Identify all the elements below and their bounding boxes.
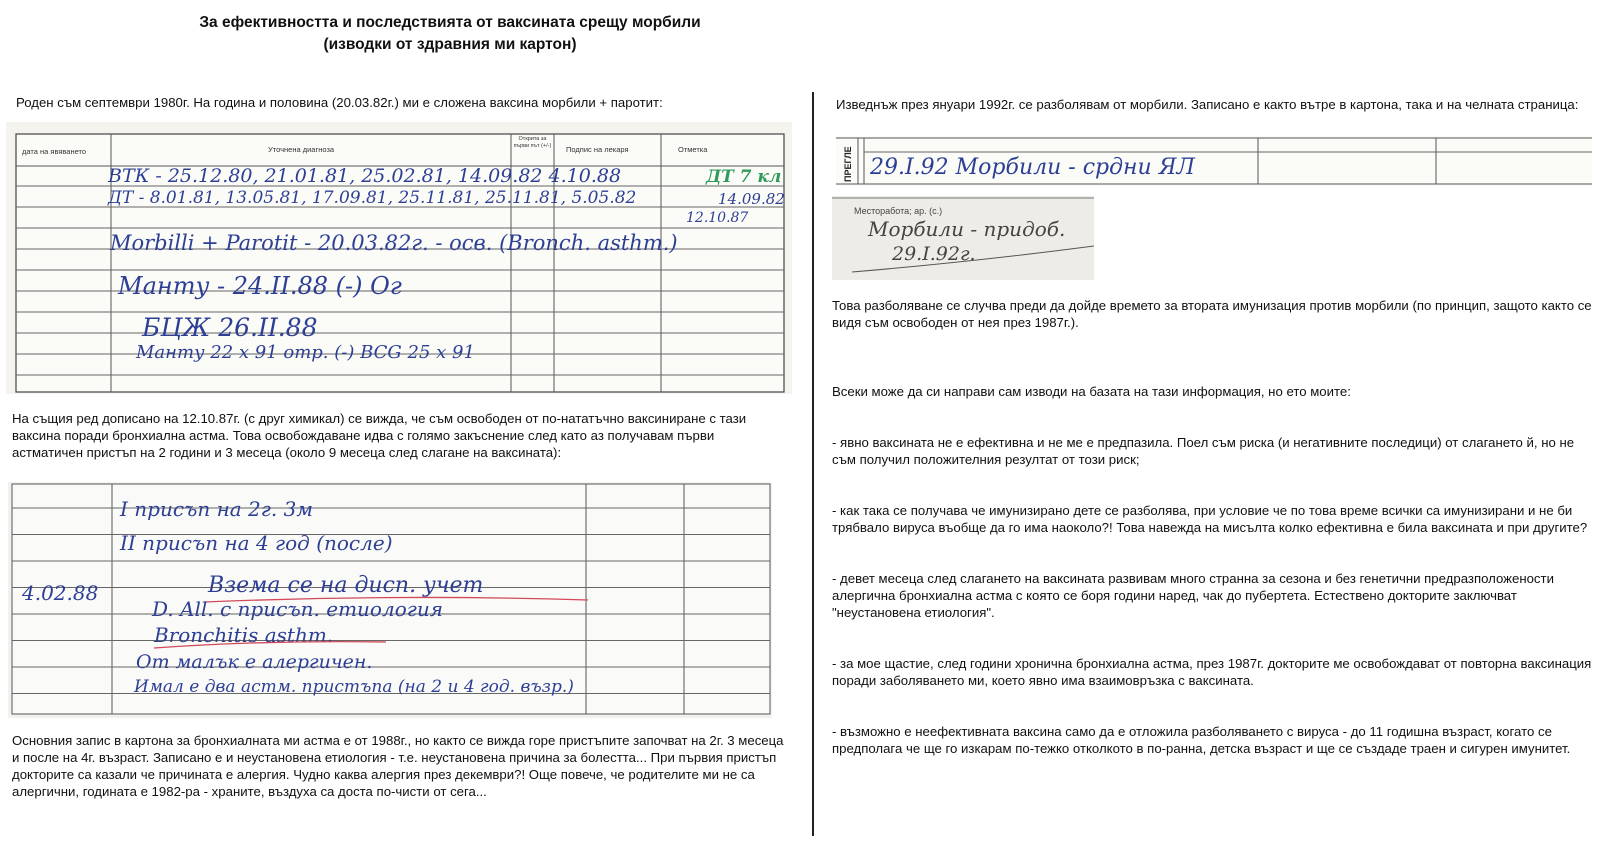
stamp-date-2: 12.10.87 xyxy=(686,210,749,226)
title-line-2: (изводки от здравния ми картон) xyxy=(323,36,577,53)
conclusion-point: - как така се получава че имунизирано дете се разболява, при условие че по това време всички са имунизирани и не би трябвало вируса въобще да го има наоколо?! Това навежда на мисълта колко ефективна е била ваксината и при другите? xyxy=(832,503,1588,535)
hw-measles-entry: 29.I.92 Морбили - срдни ЯЛ xyxy=(870,155,1195,180)
hw-allergic: От малък е алергичен. xyxy=(136,651,373,673)
title-line-1: За ефективността и последствията от ваксината срещу морбили xyxy=(199,14,701,31)
document-title xyxy=(40,12,860,56)
strip-label: ПРЕГЛЕ xyxy=(843,146,853,182)
hw-measles-acquired: Морбили - придоб. xyxy=(868,217,1066,241)
hw-record-date: 4.02.88 xyxy=(22,581,99,605)
hw-line-btk: ВТК - 25.12.80, 21.01.81, 25.02.81, 14.09.82 4.10.88 xyxy=(108,165,622,187)
conclusion-point: - девет месеца след слагането на ваксината развивам много странна за сезона и без генетични предразположености алергична бронхиална астма с която се боря години наред, чак до пубертета. Естествено докторите заключват "неустановена етиология". xyxy=(832,571,1558,620)
hw-line-morbilli: Morbilli + Parotit - 20.03.82г. - осв. (Bronch. asthm.) xyxy=(110,231,678,255)
hw-bronchitis: Bronchitis asthm. xyxy=(154,623,334,647)
medical-record-scan-front-page xyxy=(832,196,1094,280)
conclusion-point: - за мое щастие, след години хронична бронхиална астма, през 1987г. докторите ме освобождават от повторна ваксинация поради заболяването ми, което явно има взаимовръзка с ваксината. xyxy=(832,656,1595,688)
right-conclusions xyxy=(832,349,1595,774)
conclusion-point: - явно ваксината не е ефективна и не ме е предпазила. Поел съм риска (и негативните последици) от слагането й, но не съм получил положителния резултат от този риск; xyxy=(832,435,1578,467)
left-intro-text: Роден съм септември 1980г. На година и половина (20.03.82г.) ми е сложена ваксина морбили + паротит: xyxy=(16,95,663,110)
hw-dispensary: Взема се на дисп. учет xyxy=(208,573,484,598)
hw-diagnosis-all: D. All. с присъп. етиология xyxy=(152,597,443,621)
medical-record-scan-asthma xyxy=(8,482,772,718)
front-page-label: Месторабота; ар. (с.) xyxy=(854,206,943,216)
header-first-found: Открита за първи път (+/-) xyxy=(513,136,552,149)
hw-two-attacks: Имал е два астм. пристъпа (на 2 и 4 год. възр.) xyxy=(134,677,574,697)
stamp-green: ДТ 7 кл xyxy=(706,167,782,187)
medical-record-scan-measles-strip xyxy=(836,136,1592,186)
hw-line-bcg-88: БЦЖ 26.II.88 xyxy=(142,313,318,342)
column-divider xyxy=(812,92,814,836)
hw-first-attack: I присъп на 2г. 3м xyxy=(120,497,313,521)
hw-line-dt: ДТ - 8.01.81, 13.05.81, 17.09.81, 25.11.81, 25.11.81, 5.05.82 xyxy=(108,188,637,208)
hw-measles-date: 29.I.92г. xyxy=(892,243,976,265)
left-bottom-text: Основния запис в картона за бронхиалната ми астма е от 1988г., но както се вижда горе пристъпите започват на 2г. 3 месеца и после на 4г. възраст. Записано е и неустановена етиология - т.е. неустановена причина за болестта... При първия пристъп докторите са казали че причината е алергия. Чудно каква алергия през декември?! Още повече, че родителите ми не са алергични, годината е 1982-ра - храните, въздуха са доста по-чисти от сега... xyxy=(12,733,788,799)
header-note: Отметка xyxy=(678,145,708,154)
hw-line-mantu-88: Манту - 24.II.88 (-) Ог xyxy=(118,272,402,300)
right-paragraph-1: Това разболяване се случва преди да дойде времето за втората имунизация против морбили (по принцип, защото както се видя съм освободен от нея през 1987г.). xyxy=(832,298,1596,330)
right-intro-text: Изведнъж през януари 1992г. се разболявам от морбили. Записано е както вътре в картона, така и на челната страница: xyxy=(836,97,1579,112)
hw-line-mantu-91: Манту 22 x 91 отр. (-) BCG 25 x 91 xyxy=(136,342,475,363)
header-doctor-signature: Подпис на лекаря xyxy=(566,145,629,154)
left-middle-text: На същия ред дописано на 12.10.87г. (с друг химикал) се вижда, че съм освободен от по-нататъчно ваксиниране с тази ваксина поради бронхиална астма. Това освобождаване идва с голямо закъснение след като аз получавам първи астматичен пристъп на 2 години и 3 месеца (около 9 месеца след слагане на ваксината): xyxy=(12,411,750,460)
header-date: дата на явяването xyxy=(22,147,87,156)
medical-record-scan-vaccinations xyxy=(6,122,792,394)
header-diagnosis: Уточнена диагноза xyxy=(268,145,335,154)
conclusion-point: - възможно е неефективната ваксина само да е отложила разболяването с вируса - до 11 годишна възраст, когато се предполага че ще го изкарам по-тежко отколкото в по-ранна, детска възраст и ще се създаде траен и сигурен имунитет. xyxy=(832,724,1571,756)
hw-second-attack: II присъп на 4 год (после) xyxy=(120,531,393,555)
conclusions-intro: Всеки може да си направи сам изводи на базата на тази информация, но ето моите: xyxy=(832,384,1351,399)
stamp-date-1: 14.09.82 xyxy=(718,190,785,208)
